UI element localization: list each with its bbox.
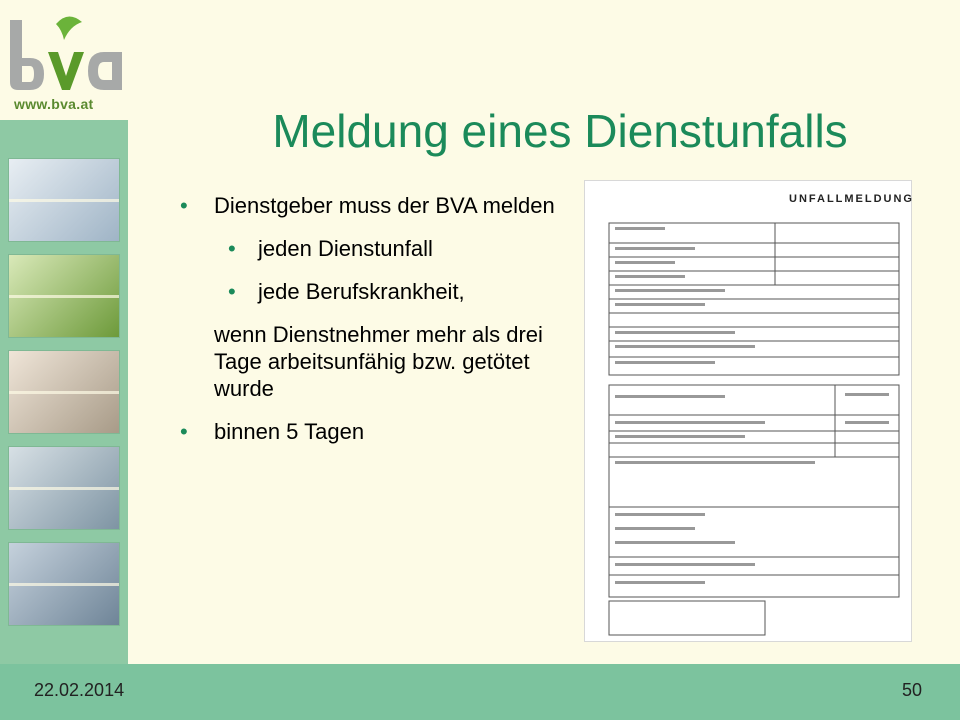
sub-bullet-item	[176, 235, 556, 262]
bullet-text: binnen 5 Tagen	[214, 419, 365, 444]
page-number: 50	[902, 680, 923, 700]
footer-bar	[0, 664, 960, 720]
bullet-item	[176, 418, 556, 445]
bullet-icon: •	[180, 193, 188, 218]
slide-title: Meldung eines Dienstunfalls	[272, 105, 848, 157]
accident-report-form-image	[584, 180, 912, 642]
bullet-icon: •	[228, 279, 236, 304]
logo-url[interactable]: www.bva.at	[14, 96, 94, 112]
apples-image	[8, 254, 120, 338]
bva-logo-graphic	[4, 12, 128, 92]
clock-image	[8, 158, 120, 242]
people-image	[8, 350, 120, 434]
bullet-icon: •	[180, 419, 188, 444]
bullet-item	[176, 192, 556, 219]
bullet-text: Dienstgeber muss der BVA melden	[214, 193, 555, 218]
bullet-text: jeden Dienstunfall	[258, 236, 433, 261]
bva-logo	[4, 12, 128, 112]
phone-image	[8, 446, 120, 530]
bullet-list	[176, 192, 556, 461]
form-lines-graphic	[585, 181, 913, 643]
keyboard-image	[8, 542, 120, 626]
bullet-text: jede Berufskrankheit,	[258, 279, 465, 304]
sub-bullet-item	[176, 278, 556, 305]
footer-date: 22.02.2014	[34, 680, 125, 700]
form-heading: UNFALLMELDUNG	[789, 193, 914, 205]
paragraph-text: wenn Dienstnehmer mehr als drei Tage arbeitsunfähig bzw. getötet wurde	[214, 322, 543, 401]
bullet-icon: •	[228, 236, 236, 261]
